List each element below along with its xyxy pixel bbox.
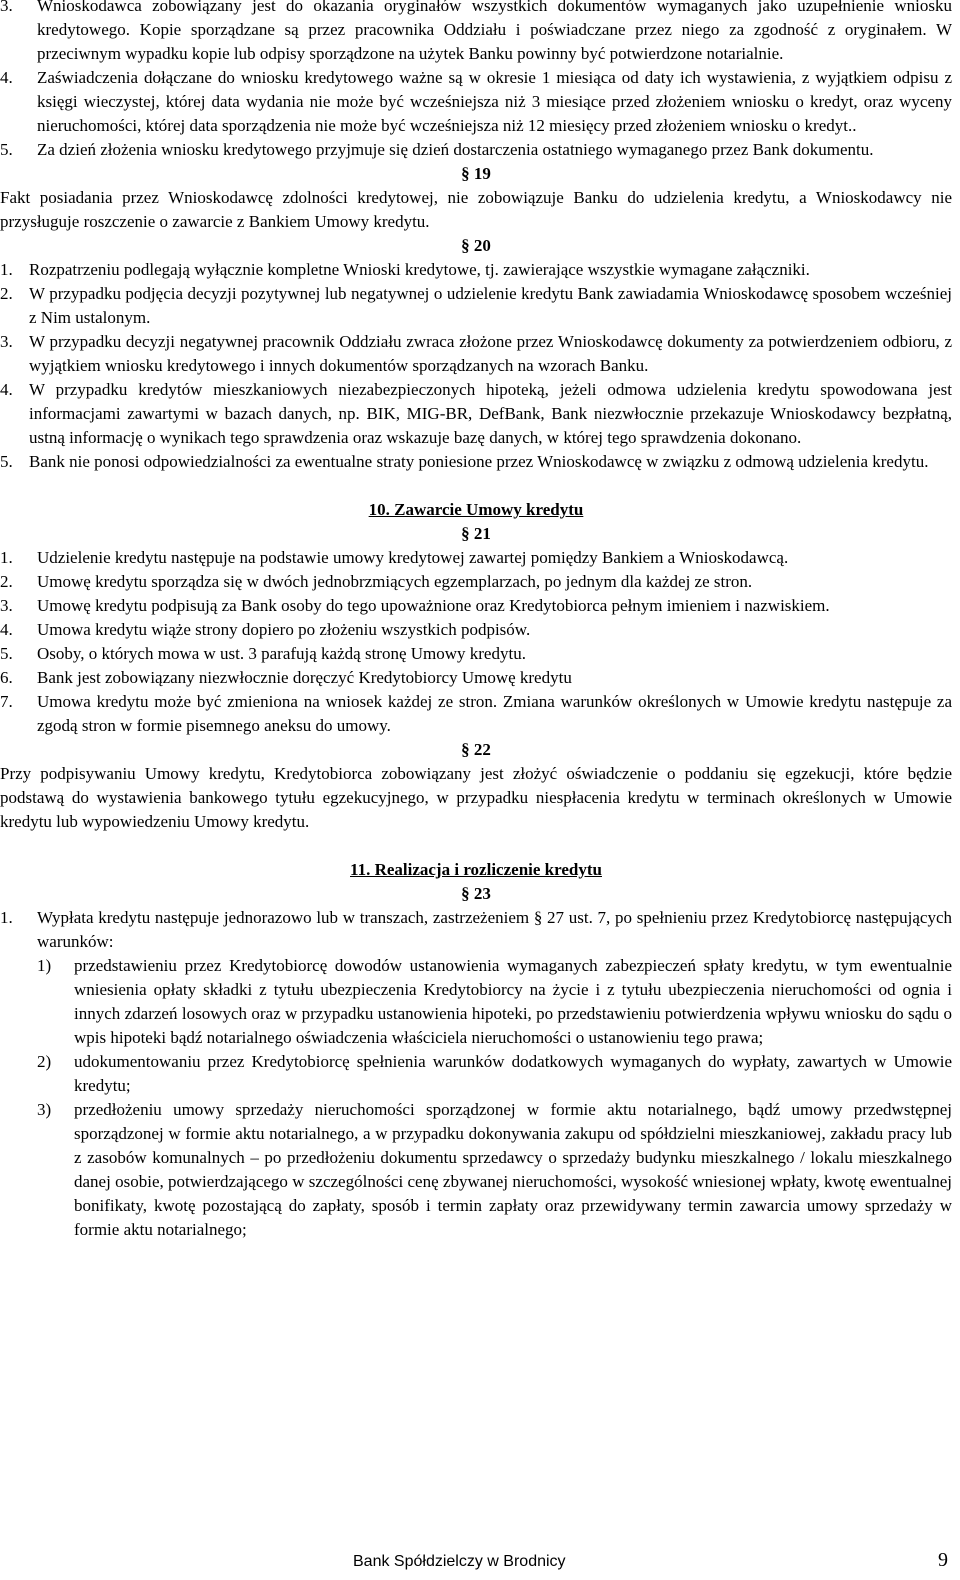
list-item xyxy=(0,0,952,66)
list-item-number: 6. xyxy=(0,668,13,687)
list-item-text: Udzielenie kredytu następuje na podstawie umowy kredytowej zawartej pomiędzy Bankiem a Wnioskodawcą. xyxy=(37,548,789,567)
list-item-number: 1. xyxy=(0,908,13,927)
paragraph-mark-21: § 21 xyxy=(461,524,491,543)
sub-list-item-number: 3) xyxy=(37,1100,52,1119)
paragraph-22-text: Przy podpisywaniu Umowy kredytu, Kredytobiorca zobowiązany jest złożyć oświadczenie o poddaniu się egzekucji, które będzie podstawą do wystawienia bankowego tytułu egzekucyjnego, w przypadku niespłacenia kredytu w terminach określonych w Umowie kredytu lub wypowiedzeniu Umowy kredytu. xyxy=(0,764,952,831)
sub-list-item xyxy=(0,1098,952,1242)
list-item-number: 1. xyxy=(0,548,13,567)
list-item xyxy=(0,546,952,570)
list-item-text: Wnioskodawca zobowiązany jest do okazania oryginałów wszystkich dokumentów wymaganych jako uzupełnienie wniosku kredytowego. Kopie sporządzane są przez pracownika Oddziału i poświadczane przez niego za zgodność z oryginałem. W przeciwnym wypadku kopie lub odpisy sporządzone na użytek Banku powinny być potwierdzone notarialnie. xyxy=(37,0,952,63)
list-item xyxy=(0,282,952,330)
spacer xyxy=(0,834,952,858)
spacer xyxy=(0,474,952,498)
sub-list-item-text: udokumentowaniu przez Kredytobiorcę spełnienia warunków dodatkowych wymaganych do wypłaty, zawartych w Umowie kredytu; xyxy=(74,1052,952,1095)
list-item-number: 3. xyxy=(0,0,13,15)
list-item-text: Umowę kredytu sporządza się w dwóch jednobrzmiących egzemplarzach, po jednym dla każdej ze stron. xyxy=(37,572,753,591)
list-item xyxy=(0,618,952,642)
sub-list-item xyxy=(0,1050,952,1098)
list-item xyxy=(0,642,952,666)
paragraph-21-list xyxy=(0,546,952,738)
section-title-11: 11. Realizacja i rozliczenie kredytu xyxy=(350,860,602,879)
list-item-text: Rozpatrzeniu podlegają wyłącznie kompletne Wnioski kredytowe, tj. zawierające wszystkie wymagane załączniki. xyxy=(29,260,810,279)
list-item-number: 3. xyxy=(0,332,13,351)
footer-bank-name: Bank Spółdzielczy w Brodnicy xyxy=(353,1553,566,1570)
list-item-number: 5. xyxy=(0,644,13,663)
list-item-number: 5. xyxy=(0,452,13,471)
list-item-text: Umowa kredytu wiąże strony dopiero po złożeniu wszystkich podpisów. xyxy=(37,620,531,639)
sub-list-item-text: przedstawieniu przez Kredytobiorcę dowodów ustanowienia wymaganych zabezpieczeń spłaty kredytu, w tym ewentualnie wniesienia opłaty składki z tytułu ubezpieczenia Kredytobiorcy na życie i z tytułu ubezpieczenia nieruchomości od ognia i innych zdarzeń losowych oraz w przypadku ustanowienia hipoteki, po przedstawieniu potwierdzenia wpływu wniosku do sądu o wpis hipoteki bądź notarialnego oświadczenia właściciela nieruchomości o ustanowieniu tego prawa; xyxy=(74,956,952,1047)
list-item-text: Bank jest zobowiązany niezwłocznie doręczyć Kredytobiorcy Umowę kredytu xyxy=(37,668,572,687)
list-item-text: Osoby, o których mowa w ust. 3 parafują każdą stronę Umowy kredytu. xyxy=(37,644,526,663)
section-title-10: 10. Zawarcie Umowy kredytu xyxy=(368,500,584,519)
paragraph-mark-20: § 20 xyxy=(461,236,491,255)
paragraph-19-text: Fakt posiadania przez Wnioskodawcę zdolności kredytowej, nie zobowiązuje Banku do udzielenia kredytu, a Wnioskodawcy nie przysługuje roszczenie o zawarcie z Bankiem Umowy kredytu. xyxy=(0,188,952,231)
list-item xyxy=(0,690,952,738)
list-item-number: 4. xyxy=(0,68,13,87)
list-item xyxy=(0,666,952,690)
list-item-text: Umowę kredytu podpisują za Bank osoby do tego upoważnione oraz Kredytobiorca pełnym imieniem i nazwiskiem. xyxy=(37,596,830,615)
list-item-number: 4. xyxy=(0,380,13,399)
list-item-text: Zaświadczenia dołączane do wniosku kredytowego ważne są w okresie 1 miesiąca od daty ich wystawienia, z wyjątkiem odpisu z księgi wieczystej, której data wydania nie może być wcześniejsza niż 3 miesiące przed złożeniem wniosku o kredyt, oraz wyceny nieruchomości, której data sporządzenia nie może być wcześniejsza niż 12 miesięcy przed złożeniem wniosku o kredyt.. xyxy=(37,68,952,135)
page-footer xyxy=(0,1546,960,1576)
list-item-number: 4. xyxy=(0,620,13,639)
list-item-text: Bank nie ponosi odpowiedzialności za ewentualne straty poniesione przez Wnioskodawcę w związku z odmową udzielenia kredytu. xyxy=(29,452,929,471)
sub-list-item-number: 2) xyxy=(37,1052,52,1071)
sub-list-item-number: 1) xyxy=(37,956,52,975)
list-item-number: 5. xyxy=(0,140,13,159)
list-item-text: Umowa kredytu może być zmieniona na wniosek każdej ze stron. Zmiana warunków określonych w Umowie kredytu następuje za zgodą stron w formie pisemnego aneksu do umowy. xyxy=(37,692,952,735)
sub-list-item xyxy=(0,954,952,1050)
list-item xyxy=(0,450,952,474)
list-item-number: 2. xyxy=(0,284,13,303)
list-item-text: W przypadku kredytów mieszkaniowych niezabezpieczonych hipoteką, jeżeli odmowa udzielenia kredytu spowodowana jest informacjami zawartymi w bazach danych, np. BIK, MIG-BR, DefBank, Bank niezwłocznie przekazuje Wnioskodawcy bezpłatną, ustną informację o wynikach tego sprawdzenia oraz wskazuje bazę danych, w której tego sprawdzenia dokonano. xyxy=(29,380,952,447)
list-item xyxy=(0,258,952,282)
list-item-number: 7. xyxy=(0,692,13,711)
list-item xyxy=(0,378,952,450)
list-item xyxy=(0,594,952,618)
list-item xyxy=(0,906,952,954)
list-item xyxy=(0,570,952,594)
list-item-text: W przypadku podjęcia decyzji pozytywnej lub negatywnej o udzielenie kredytu Bank zawiadamia Wnioskodawcę sposobem wcześniej z Nim ustalonym. xyxy=(29,284,952,327)
page-number: 9 xyxy=(938,1549,948,1571)
list-item xyxy=(0,66,952,138)
paragraph-mark-19: § 19 xyxy=(461,164,491,183)
paragraph-20-list xyxy=(0,258,952,474)
list-item xyxy=(0,138,952,162)
paragraph-mark-22: § 22 xyxy=(461,740,491,759)
list-item-number: 1. xyxy=(0,260,13,279)
list-item xyxy=(0,330,952,378)
paragraph-mark-23: § 23 xyxy=(461,884,491,903)
list-item-text: Za dzień złożenia wniosku kredytowego przyjmuje się dzień dostarczenia ostatniego wymaganego przez Bank dokumentu. xyxy=(37,140,874,159)
list-item-text: Wypłata kredytu następuje jednorazowo lub w transzach, zastrzeżeniem § 27 ust. 7, po spełnieniu przez Kredytobiorcę następujących warunków: xyxy=(37,908,952,951)
list-item-text: W przypadku decyzji negatywnej pracownik Oddziału zwraca złożone przez Wnioskodawcę dokumenty za potwierdzeniem odbioru, z wyjątkiem wniosku kredytowego i innych dokumentów sporządzanych na wzorach Banku. xyxy=(29,332,952,375)
list-item-number: 2. xyxy=(0,572,13,591)
sub-list-item-text: przedłożeniu umowy sprzedaży nieruchomości sporządzonej w formie aktu notarialnego, bądź umowy przedwstępnej sporządzonej w formie aktu notarialnego, a w przypadku dokonywania zakupu od spółdzielni mieszkaniowej, zakładu pracy lub z zasobów komunalnych – po przedłożeniu dokumentu sprzedawcy o sprzedaży budynku mieszkalnego / lokalu mieszkalnego danej osobie, potwierdzającego w szczególności cenę zbywanej nieruchomości, wysokość wniesionej wpłaty, kwotę ewentualnej bonifikaty, kwotę pozostającą do zapłaty, sposób i termin zapłaty oraz przewidywany termin zawarcia umowy sprzedaży w formie aktu notarialnego; xyxy=(74,1100,952,1239)
list-item-number: 3. xyxy=(0,596,13,615)
